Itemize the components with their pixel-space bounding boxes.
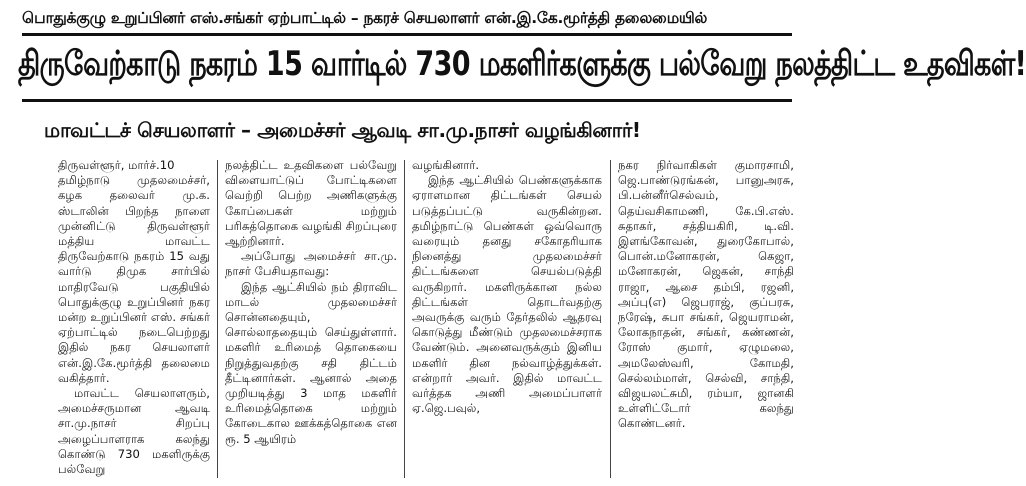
column-divider xyxy=(404,160,405,478)
column-divider xyxy=(610,160,611,478)
paragraph: அப்போது அமைச்சர் சா.மு. நாசர் பேசியதாவது: xyxy=(225,249,397,279)
article-column-3 xyxy=(412,158,602,480)
kicker-line: பொதுக்குழு உறுப்பினர் எஸ்.சங்கர் ஏற்பாட்டில் – நகரச் செயலாளர் என்.இ.கே.மூர்த்தி தலைமையில் xyxy=(22,9,708,27)
paragraph: வழங்கினார். xyxy=(412,158,480,172)
paragraph: நகர நிர்வாகிகள் குமாரசாமி, ஜெ.பாண்டுரங்கன், பானுஅரசு, பி.பன்னீர்செல்வம், தெய்வசிகாமணி, கே.பி.எஸ். சுதாகர், சத்தியகிரி, டி.வி. இளங்கோவன், துரைகோபால், பொன்.மனோகரன், கெஜா, மனோகரன், ஜெகன், சாந்தி ராஜா, ஆசை தம்பி, ரஜனி, அப்பு(எ) ஜெபராஜ், குப்பரசு, நரேஷ், சுபா சங்கர், ஜெயராமன், லோகநாதன், சங்கர், கண்ணன், ரோஸ் குமார், ஏழுமலை, அமலேஸ்வரி, கோமதி, செல்லம்மாள், செல்வி, சாந்தி, விஜயலட்சுமி, ரம்யா, ஜானகி உள்ளிட்டோர் கலந்து கொண்டனர். xyxy=(618,158,794,431)
paragraph: இந்த ஆட்சியில் பெண்களுக்காக ஏராளமான திட்டங்கள் செயல் படுத்தப்பட்டு வருகின்றன. தமிழ்நாட்டு பெண்கள் ஒவ்வொரு வரையும் தனது சகோதரியாக நினைத்து முதலமைச்சர் திட்டங்களை செயல்படுத்தி வருகிறார். மகளிருக்கான நல்ல திட்டங்கள் தொடர்வதற்கு அவருக்கு வரும் தேர்தலில் ஆதரவு கொடுத்து மீண்டும் முதலமைச்சராக வேண்டும். அனைவருக்கும் இனிய மகளிர் தின நல்வாழ்த்துக்கள். என்றார் அவர். இதில் மாவட்ட வர்த்தக அணி அமைப்பாளர் ஏ.ஜெ.பவுல், xyxy=(412,173,602,416)
headline: திருவேற்காடு நகரம் 15 வார்டில் 730 மகளிர்களுக்கு பல்வேறு நலத்திட்ட உதவிகள்! xyxy=(18,45,1026,84)
paragraph: இந்த ஆட்சியில் நம் திராவிட மாடல் முதலமைச்சர் சொன்னதையும், சொல்லாததையும் செய்துள்ளார். மகளிர் உரிமைத் தொகையை நிறுத்துவதற்கு சதி திட்டம் தீட்டினார்கள். ஆனால் அதை முறியடித்து 3 மாத மகளிர் உரிமைத்தொகை மற்றும் கோடைகால ஊக்கத்தொகை என ரூ. 5 ஆயிரம் xyxy=(225,279,397,446)
article-column-1 xyxy=(58,158,210,480)
paragraph: நலத்திட்ட உதவிகளை பல்வேறு விளையாட்டுப் போட்டிகளை வெற்றி பெற்ற அணிகளுக்கு கோப்பைகள் மற்றும் பரிசுத்தொகை வழங்கி சிறப்புரை ஆற்றினார். xyxy=(225,158,397,249)
article-column-2 xyxy=(225,158,397,480)
article-column-4 xyxy=(618,158,794,480)
rule-middle xyxy=(22,99,792,102)
dateline: திருவள்ளூர், மார்ச்.10 xyxy=(58,158,175,172)
paragraph: மாவட்ட செயலாளரும், அமைச்சருமான ஆவடி சா.மு.நாசர் சிறப்பு அழைப்பாளராக கலந்து கொண்டு 730 மகளிருக்கு பல்வேறு xyxy=(58,386,210,477)
column-divider xyxy=(217,160,218,478)
paragraph: தமிழ்நாடு முதலமைச்சர், கழக தலைவர் மு.க. ஸ்டாலின் பிறந்த நாளை முன்னிட்டு திருவள்ளூர் மத்திய மாவட்ட திருவேற்காடு நகரம் 15 வது வார்டு திமுக சார்பில் மாதிரவேடு பகுதியில் பொதுக்குழு உறுப்பினர் நகர மன்ற உறுப்பினர் எஸ். சங்கர் ஏற்பாட்டில் நடைபெற்றது இதில் நகர செயலாளர் என்.இ.கே.மூர்த்தி தலைமை வகித்தார். xyxy=(58,173,210,385)
subheadline: மாவட்டச் செயலாளர் – அமைச்சர் ஆவடி சா.மு.நாசர் வழங்கினார்! xyxy=(44,118,641,142)
